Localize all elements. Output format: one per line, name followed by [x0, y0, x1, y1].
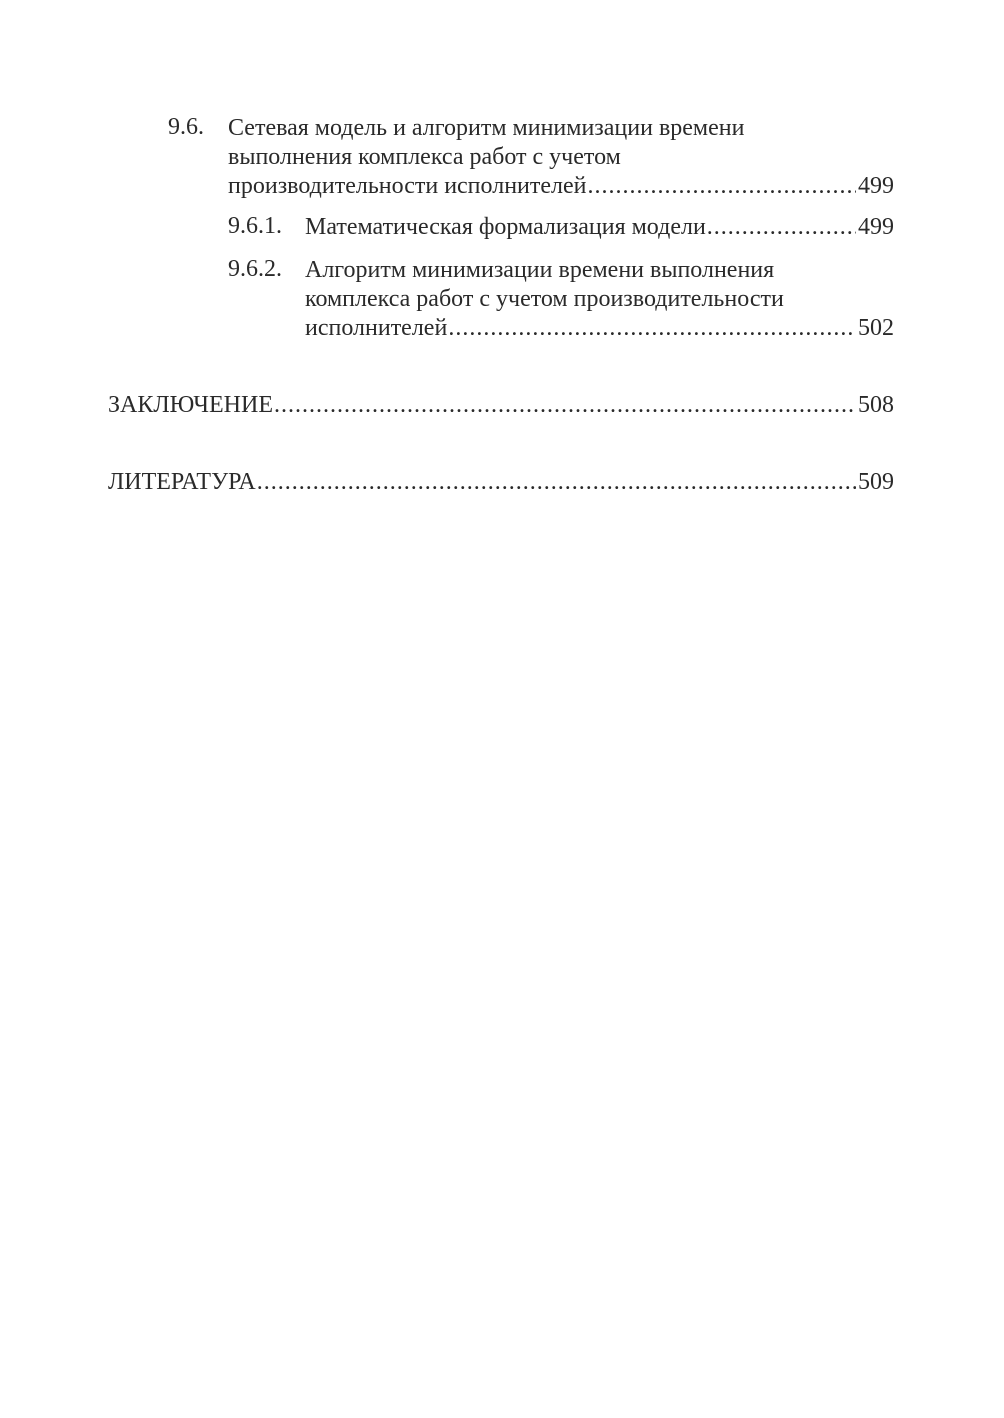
dot-leader [448, 314, 856, 343]
toc-entry-title-line: исполнителей [305, 315, 448, 341]
toc-entry-last-line [108, 391, 894, 420]
dot-leader [257, 468, 856, 497]
dot-leader [588, 172, 857, 201]
toc-entry-last-line [305, 213, 894, 242]
toc-entry-number: 9.6. [168, 114, 204, 140]
dot-leader [274, 391, 856, 420]
toc-entry-title-line: Сетевая модель и алгоритм минимизации времени [228, 115, 745, 141]
toc-entry-page-number: 509 [858, 469, 894, 495]
toc-entry-last-line [228, 172, 894, 201]
toc-entry-title-line: Алгоритм минимизации времени выполнения [305, 257, 775, 283]
toc-entry-title-line: комплекса работ с учетом производительности [305, 286, 784, 312]
toc-entry-page-number: 499 [858, 214, 894, 240]
toc-entry-title-line: выполнения комплекса работ с учетом [228, 144, 621, 170]
toc-entry-title-line: производительности исполнителей [228, 173, 587, 199]
toc-entry-number: 9.6.2. [228, 256, 282, 282]
toc-entry-page-number: 502 [858, 315, 894, 341]
toc-entry-last-line [108, 468, 894, 497]
toc-entry-title-line: ЗАКЛЮЧЕНИЕ [108, 392, 273, 418]
toc-entry-page-number: 499 [858, 173, 894, 199]
toc-entry-title-line: ЛИТЕРАТУРА [108, 469, 256, 495]
toc-entry-number: 9.6.1. [228, 213, 282, 239]
dot-leader [707, 213, 856, 242]
toc-entry-title-line: Математическая формализация модели [305, 214, 706, 240]
toc-entry-page-number: 508 [858, 392, 894, 418]
toc-entry-last-line [305, 314, 894, 343]
